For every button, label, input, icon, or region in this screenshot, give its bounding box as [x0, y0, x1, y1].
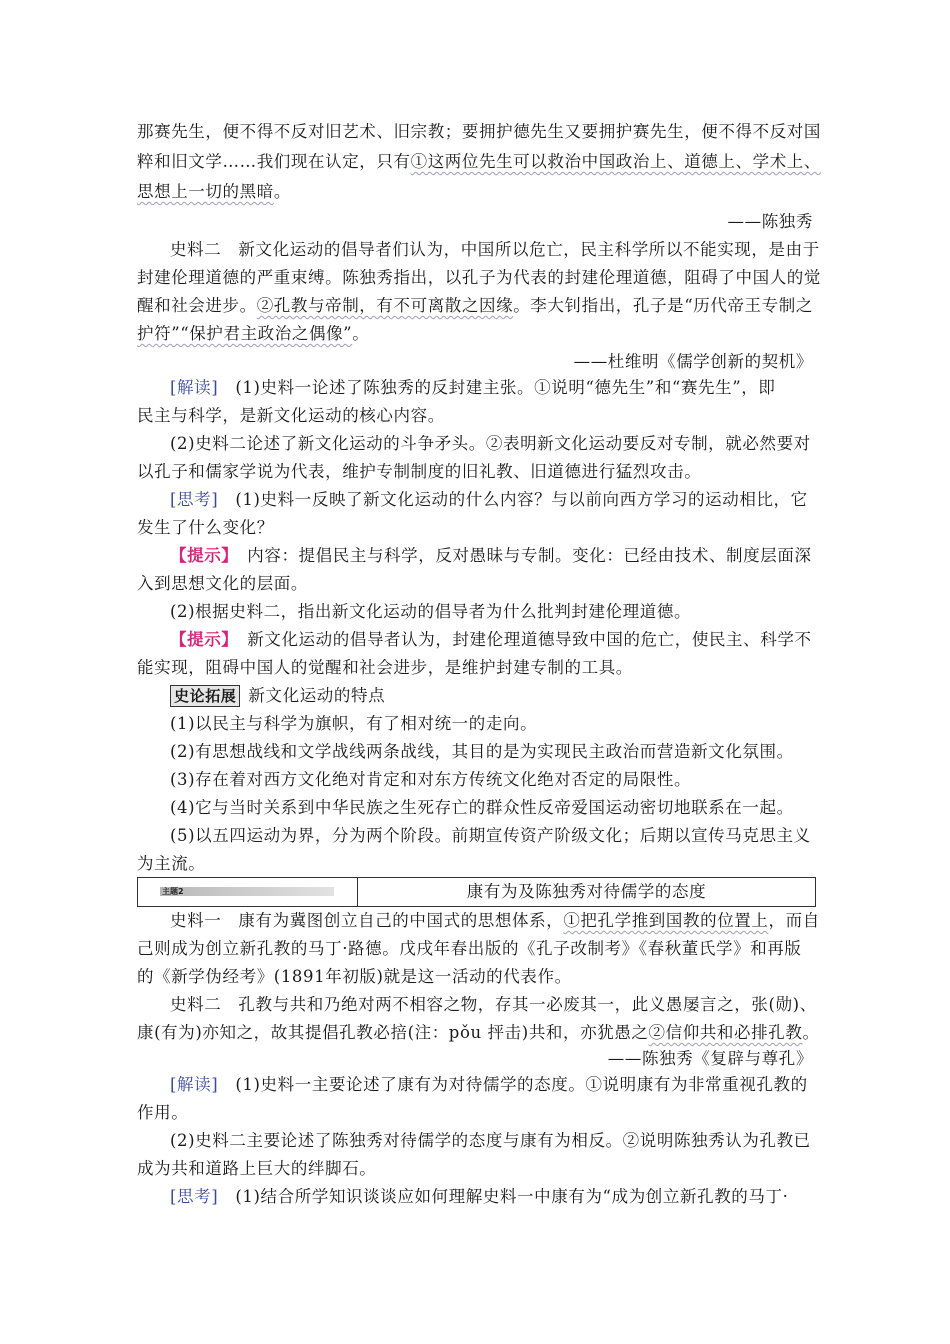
text: 。	[352, 324, 370, 343]
paragraph-line: 能实现，阻碍中国人的觉醒和社会进步，是维护封建专制的工具。	[137, 658, 633, 677]
text: 史料一 康有为冀图创立自己的中国式的思想体系，	[170, 911, 564, 930]
paragraph-line: 发生了什么变化？	[137, 518, 274, 537]
underlined-text: ②孔教与帝制，有不可离散之因缘	[256, 296, 514, 315]
paragraph-line	[170, 626, 817, 654]
text: 康(有为)亦知之，故其提倡孔教必掊(注：pǒu 抨击)共和，亦犹愚之	[137, 1023, 649, 1042]
theme-label-bar	[160, 887, 334, 896]
theme-label-cell	[138, 878, 358, 906]
text: 那赛先生，便不得不反对旧艺术、旧宗教；要拥护德先生又要拥护赛先生，便不得不反对国	[137, 122, 821, 141]
interpretation-tag: [解读]	[170, 378, 219, 397]
paragraph-line	[170, 486, 817, 514]
text: (1)史料一反映了新文化运动的什么内容？与以前向西方学习的运动相比，它	[218, 490, 808, 509]
underlined-text: 思想上一切的黑暗	[137, 182, 274, 201]
paragraph-line: 成为共和道路上巨大的绊脚石。	[137, 1159, 377, 1178]
paragraph-line: (2)根据史料二，指出新文化运动的倡导者为什么批判封建伦理道德。	[170, 602, 692, 621]
paragraph-line	[170, 1183, 817, 1211]
paragraph-line: 民主与科学，是新文化运动的核心内容。	[137, 406, 445, 425]
list-item-continuation: 为主流。	[137, 854, 206, 873]
paragraph-line	[137, 320, 817, 348]
paragraph-line	[170, 1071, 817, 1099]
text: 。李大钊指出，孔子是“历代帝王专制之	[513, 296, 813, 315]
text: ，而自	[768, 911, 820, 930]
text: 。	[802, 1023, 820, 1042]
paragraph-line	[137, 292, 817, 320]
list-item: (3)存在着对西方文化绝对肯定和对东方传统文化绝对否定的局限性。	[170, 770, 692, 789]
theme-label: 主题2	[162, 887, 184, 896]
underlined-text: ②信仰共和必排孔教	[648, 1023, 803, 1042]
paragraph-line	[137, 1019, 820, 1047]
text: 醒和社会进步。	[137, 296, 257, 315]
paragraph-line	[170, 907, 820, 935]
theme-title: 康有为及陈独秀对待儒学的态度	[466, 882, 707, 901]
underlined-text: ①这两位先生可以救治中国政治上、道德上、学术上、	[410, 152, 822, 171]
list-item: (1)以民主与科学为旗帜，有了相对统一的走向。	[170, 714, 538, 733]
thinking-tag: [思考]	[170, 490, 219, 509]
paragraph-line: 史料二 孔教与共和乃绝对两不相容之物，存其一必废其一，此义愚屡言之，张(勋)、	[170, 995, 817, 1014]
thinking-tag: [思考]	[170, 1187, 219, 1206]
paragraph-line: 己则成为创立新孔教的马丁·路德。戊戌年春出版的《孔子改制考》《春秋董氏学》和再版	[137, 939, 802, 958]
text: (1)史料一主要论述了康有为对待儒学的态度。①说明康有为非常重视孔教的	[218, 1075, 808, 1094]
list-item: (2)有思想战线和文学战线两条战线，其目的是为实现民主政治而营造新文化氛围。	[170, 742, 794, 761]
paragraph-line: 的《新学伪经考》(1891年初版)就是这一活动的代表作。	[137, 967, 572, 986]
text: 粹和旧文学……我们现在认定，只有	[137, 152, 411, 171]
list-item: (4)它与当时关系到中华民族之生死存亡的群众性反帝爱国运动密切地联系在一起。	[170, 798, 794, 817]
paragraph-line	[170, 374, 817, 402]
extension-heading	[170, 682, 817, 710]
paragraph-line: 作用。	[137, 1103, 189, 1122]
paragraph-line: (2)史料二主要论述了陈独秀对待儒学的态度与康有为相反。②说明陈独秀认为孔教已	[170, 1131, 811, 1150]
text: 内容：提倡民主与科学，反对愚昧与专制。变化：已经由技术、制度层面深	[230, 546, 812, 565]
paragraph-line	[137, 118, 821, 146]
underlined-text: 护符”“保护君主政治之偶像”	[137, 324, 353, 343]
paragraph-line: 以孔子和儒家学说为代表，维护专制制度的旧礼教、旧道德进行猛烈攻击。	[137, 462, 702, 481]
paragraph-line: 史料二 新文化运动的倡导者们认为，中国所以危亡，民主科学所以不能实现，是由于	[170, 240, 820, 259]
theme-header-box	[137, 877, 816, 907]
paragraph-line: (2)史料二论述了新文化运动的斗争矛头。②表明新文化运动要反对专制，就必然要对	[170, 434, 811, 453]
interpretation-tag: [解读]	[170, 1075, 219, 1094]
paragraph-line	[137, 178, 817, 206]
list-item: (5)以五四运动为界，分为两个阶段。前期宣传资产阶级文化；后期以宣传马克思主义	[170, 826, 811, 845]
hint-tag: 【提示】	[170, 630, 231, 649]
paragraph-line: 入到思想文化的层面。	[137, 574, 308, 593]
paragraph-line: 封建伦理道德的严重束缚。陈独秀指出，以孔子为代表的封建伦理道德，阻碍了中国人的觉	[137, 268, 821, 287]
source-attribution: ——陈独秀	[727, 212, 813, 231]
source-attribution: ——杜维明《儒学创新的契机》	[573, 352, 813, 371]
text: 新文化运动的倡导者认为，封建伦理道德导致中国的危亡，使民主、科学不	[230, 630, 812, 649]
text: 。	[273, 182, 291, 201]
source-attribution: ——陈独秀《复辟与尊孔》	[607, 1049, 813, 1068]
hint-tag: 【提示】	[170, 546, 231, 565]
paragraph-line	[137, 148, 822, 176]
text: (1)史料一论述了陈独秀的反封建主张。①说明“德先生”和“赛先生”，即	[218, 378, 776, 397]
paragraph-line	[170, 542, 817, 570]
text: (1)结合所学知识谈谈应如何理解史料一中康有为“成为创立新孔教的马丁·	[218, 1187, 789, 1206]
extension-tag: 史论拓展	[170, 685, 240, 707]
underlined-text: ①把孔学推到国教的位置上	[563, 911, 769, 930]
extension-title: 新文化运动的特点	[248, 686, 386, 705]
